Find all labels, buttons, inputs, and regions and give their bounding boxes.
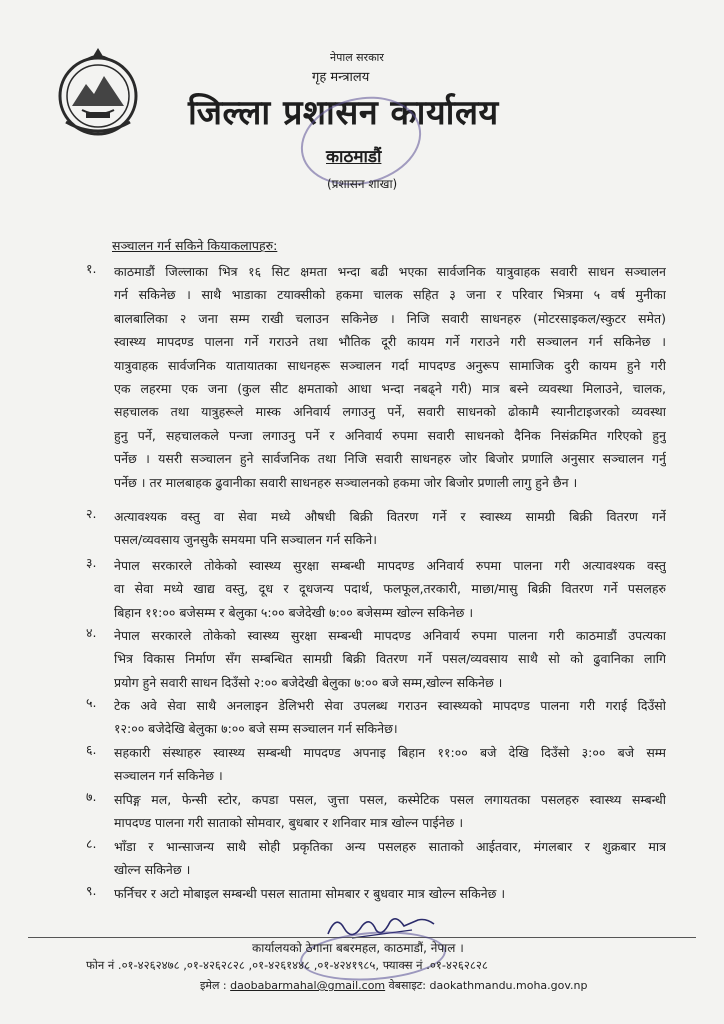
item-number: ६. <box>86 742 97 757</box>
district-name: काठमाडौं <box>326 147 382 167</box>
item-number: २. <box>86 506 97 521</box>
item-number: ३. <box>86 555 97 570</box>
item-number: ९. <box>86 883 97 898</box>
website-label: वेबसाइट: <box>388 979 426 992</box>
item-number: ५. <box>86 695 97 710</box>
item-text <box>114 788 666 835</box>
text-line: पसल/व्यवसाय जुनसुकै समयमा पनि सञ्चालन गर्न सकिने। <box>114 532 377 548</box>
item-text <box>114 505 666 552</box>
text-line: यात्रुवाहक सार्वजनिक यातायातका साधनहरू सञ्चालन गर्दा मापदण्ड अनुरूप सामाजिक दुरी कायम हुने गरी <box>114 357 666 373</box>
item-text <box>114 260 666 494</box>
text-line: सहकारी संस्थाहरु स्वास्थ्य सम्बन्धी मापदण्ड अपनाइ बिहान ११:०० बजे देखि दिउँसो ३:०० बजे सम्म <box>114 745 666 760</box>
text-line: सपिङ्ग मल, फेन्सी स्टोर, कपडा पसल, जुत्ता पसल, कस्मेटिक पसल लगायतका पसलहरु स्वास्थ्य सम्बन्धी <box>114 792 666 807</box>
text-line: सहचालक तथा यात्रुहरूले मास्क अनिवार्य लगाउनु पर्ने, सवारी साधनको ढोकामै स्यानीटाइजरको व्यवस्था <box>114 404 666 420</box>
text-line: अत्यावश्यक वस्तु वा सेवा मध्ये औषधी बिक्री वितरण गर्ने र स्वास्थ्य सामग्री बिक्री वितरण गर्ने <box>114 509 666 524</box>
email-link[interactable]: daobabarmahal@gmail.com <box>230 979 386 992</box>
item-text <box>114 554 666 624</box>
office-stamp-icon <box>299 927 448 985</box>
text-line: प्रयोग हुने सवारी साधन दिउँसो २:०० बजेदेखी बेलुका ७:०० बजे सम्म,खोल्न सकिनेछ । <box>114 674 503 690</box>
nepal-emblem-icon <box>52 44 144 140</box>
notice-heading: सञ्चालन गर्न सकिने कियाकलापहरु: <box>112 238 278 253</box>
item-number: ७. <box>86 789 97 804</box>
ministry-name: गृह मन्त्रालय <box>312 70 370 85</box>
item-text <box>114 835 666 882</box>
text-line: टेक अवे सेवा साथै अनलाइन डेलिभरी सेवा उपलब्ध गराउन स्वास्थ्यको मापदण्ड पालना गरी गराई दिउँसो <box>114 698 666 713</box>
text-line: बिहान ११:०० बजेसम्म र बेलुका ५:०० बजेदेखी ७:०० बजेसम्म खोल्न सकिनेछ । <box>114 604 474 620</box>
text-line: एक लहरमा एक जना (कुल सीट क्षमताको आधा भन्दा नबढ्ने गरी) मात्र बस्ने व्यवस्था मिलाउने, चालक, <box>114 380 666 396</box>
text-line: पर्नेछ । यसरी सञ्चालन हुने सार्वजनिक तथा निजि सवारी साधनहरु जोर बिजोर प्रणालि अनुसार सञ्चालन गर्नु <box>114 451 666 467</box>
office-address: कार्यालयको ठेगाना बबरमहल, काठमाडौं, नेपाल । <box>252 941 464 955</box>
text-line: वा सेवा मध्ये खाद्य वस्तु, दूध र दूधजन्य पदार्थ, फलफूल,तरकारी, माछा/मासु बिक्री वितरण गर्ने पसलहरु <box>114 581 666 597</box>
text-line: हुनु पर्ने, सहचालकले पन्जा लगाउनु पर्ने र अनिवार्य रुपमा सवारी साधनको दैनिक निसंक्रमित गरिएको हुनु <box>114 427 666 443</box>
website-link[interactable]: daokathmandu.moha.gov.np <box>429 979 588 992</box>
contact-line <box>200 978 588 993</box>
text-line: भाँडा र भान्साजन्य साथै सोही प्रकृतिका अन्य पसलहरु साताको आईतवार, मंगलबार र शुक्रबार मात्र <box>114 839 666 854</box>
text-line: १२:०० बजेदेखि बेलुका ७:०० बजे सम्म सञ्चालन गर्न सकिनेछ। <box>114 721 398 737</box>
government-name: नेपाल सरकार <box>330 51 384 64</box>
item-number: १. <box>86 261 97 276</box>
text-line: फर्निचर र अटो मोबाइल सम्बन्धी पसल सातामा सोमबार र बुधवार मात्र खोल्न सकिनेछ । <box>114 886 506 901</box>
text-line: नेपाल सरकारले तोकेको स्वास्थ्य सुरक्षा सम्बन्धी मापदण्ड अनिवार्य रुपमा पालना गरी अत्यावश्यक वस्तु <box>114 558 666 573</box>
text-line: सञ्चालन गर्न सकिनेछ । <box>114 768 223 784</box>
item-text <box>114 882 666 905</box>
text-line: गर्न सकिनेछ । साथै भाडाका टयाक्सीको हकमा चालक सहित ३ जना र परिवार भित्रमा ५ वर्ष मुनीका <box>114 287 666 303</box>
text-line: स्वास्थ्य मापदण्ड पालना गर्ने गराउने तथा भौतिक दूरी कायम गर्ने गराउने गरी सञ्चालन गर्न सकिनेछ । <box>114 334 666 350</box>
phone-numbers: फोन नं .०१-४२६२४७८ ,०१-४२६२८२८ ,०१-४२६१४४८ ,०१-४२४१९८५, फ्याक्स नं .०१-४२६२८२८ <box>86 958 488 972</box>
text-line: खोल्न सकिनेछ । <box>114 862 191 878</box>
email-label: इमेल : <box>200 979 227 992</box>
text-line: बालबालिका २ जना सम्म राखी चलाउन सकिनेछ । निजि सवारी साधनहरु (मोटरसाइकल/स्कुटर समेत) <box>114 310 666 326</box>
text-line: मापदण्ड पालना गरी साताको सोमवार, बुधबार र शनिवार मात्र खोल्न पाईनेछ । <box>114 815 464 831</box>
item-text <box>114 694 666 741</box>
item-number: ८. <box>86 836 97 851</box>
section-name: (प्रशासन शाखा) <box>327 177 398 191</box>
text-line: पर्नेछ । तर मालबाहक ढुवानीका सवारी साधनहरु सञ्चालनको हकमा जोर बिजोर प्रणाली लागु हुने छैन । <box>114 474 578 490</box>
item-text <box>114 741 666 788</box>
text-line: काठमाडौं जिल्लाका भित्र १६ सिट क्षमता भन्दा बढी भएका सार्वजनिक यात्रुवाहक सवारी साधन सञ्चालन <box>114 264 666 279</box>
office-title: जिल्ला प्रशासन कार्यालय <box>188 93 499 133</box>
text-line: भित्र विकास निर्माण सँग सम्बन्धित सामग्री बिक्री वितरण गर्ने पसल/व्यवसाय साथै सो को ढुवानिका लागि <box>114 651 666 667</box>
item-number: ४. <box>86 625 97 640</box>
item-text <box>114 624 666 694</box>
text-line: नेपाल सरकारले तोकेको स्वास्थ्य सुरक्षा सम्बन्धी मापदण्ड अनिवार्य रुपमा पालना गरी काठमाडौं उपत्यका <box>114 628 666 643</box>
